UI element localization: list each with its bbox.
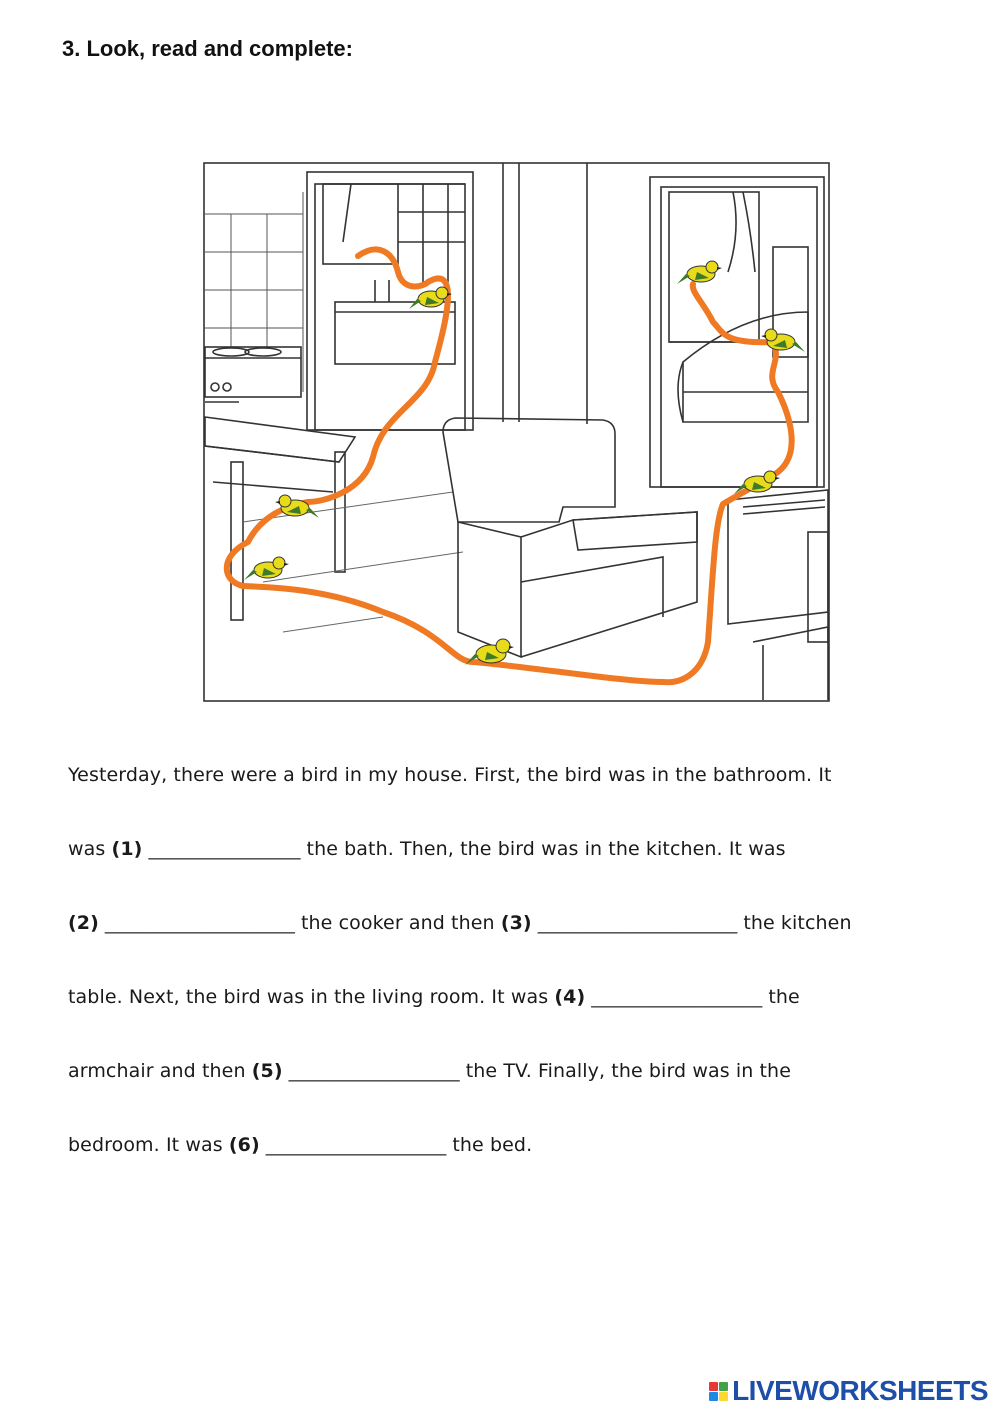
logo-square-1	[709, 1382, 718, 1391]
line-4-post: the	[768, 986, 800, 1008]
line-1-text: Yesterday, there were a bird in my house. First, the bird was in the bathroom. It	[68, 764, 832, 786]
exercise-heading: 3. Look, read and complete:	[62, 36, 353, 61]
bird-bedroom-shelf-icon	[677, 261, 722, 284]
line-2-post: the bath. Then, the bird was in the kitchen. It was	[306, 838, 786, 860]
line-3-post: the kitchen	[743, 912, 852, 934]
liveworksheets-brand[interactable]	[709, 1376, 988, 1406]
blank-2[interactable]: ____________________	[98, 912, 301, 934]
number-2: (2)	[68, 912, 99, 934]
blank-1[interactable]: ________________	[142, 838, 307, 860]
passage-line-2	[68, 838, 786, 860]
bird-bed-icon	[761, 329, 805, 352]
number-1: (1)	[111, 838, 143, 860]
number-6: (6)	[228, 1134, 260, 1156]
house-illustration	[203, 162, 830, 702]
bird-under-table-icon	[244, 557, 289, 580]
logo-square-3	[709, 1392, 718, 1401]
line-4-pre: table. Next, the bird was in the living room. It was	[68, 986, 555, 1008]
house-scene-with-bird-path	[203, 162, 830, 702]
blank-6[interactable]: ___________________	[259, 1134, 453, 1156]
cooker	[205, 347, 301, 402]
passage-line-6	[68, 1134, 532, 1156]
line-5-pre: armchair and then	[68, 1060, 252, 1082]
kitchen-wall-tiles	[203, 192, 303, 392]
brand-name: LIVEWORKSHEETS	[732, 1375, 988, 1406]
passage-line-4	[68, 986, 800, 1008]
line-6-pre: bedroom. It was	[68, 1134, 229, 1156]
line-5-post: the TV. Finally, the bird was in the	[465, 1060, 791, 1082]
bedroom-doorway	[650, 177, 824, 487]
armchair	[443, 418, 697, 657]
line-6-post: the bed.	[452, 1134, 533, 1156]
bird-icons	[244, 261, 805, 665]
bird-flight-path	[227, 249, 792, 682]
logo-square-4	[719, 1392, 728, 1401]
number-3: (3)	[500, 912, 532, 934]
blank-4[interactable]: __________________	[585, 986, 769, 1008]
number-4: (4)	[554, 986, 586, 1008]
logo-square-2	[719, 1382, 728, 1391]
blank-3[interactable]: _____________________	[531, 912, 744, 934]
number-5: (5)	[251, 1060, 283, 1082]
bird-on-table-icon	[275, 495, 319, 518]
line-2-pre: was	[68, 838, 112, 860]
tv-cabinet	[728, 490, 828, 700]
liveworksheets-logo-icon	[709, 1382, 728, 1401]
passage-line-3	[68, 912, 852, 934]
passage-line-1	[68, 764, 832, 786]
passage-line-5	[68, 1060, 791, 1082]
blank-5[interactable]: __________________	[282, 1060, 466, 1082]
line-3-mid: the cooker and then	[300, 912, 501, 934]
